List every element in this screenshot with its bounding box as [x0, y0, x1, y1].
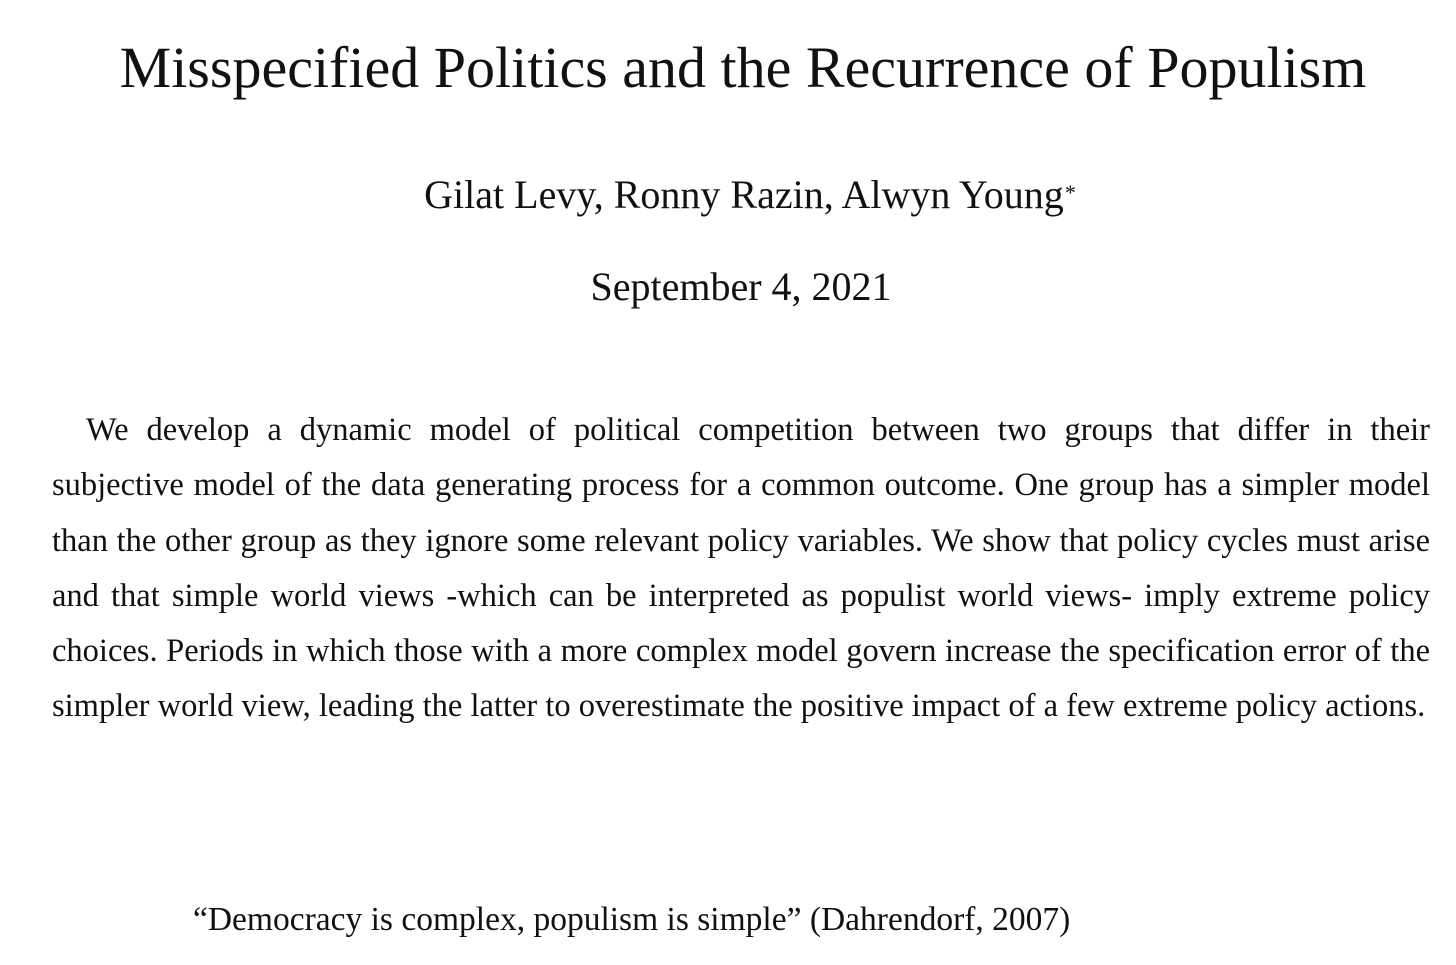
epigraph-quote: “Democracy is complex, populism is simple” (Dahrendorf, 2007) [193, 901, 1071, 938]
paper-title: Misspecified Politics and the Recurrence of Populism [119, 35, 1367, 100]
author-list [0, 168, 1456, 222]
abstract-paragraph: We develop a dynamic model of political competition between two groups that differ in their subjective model of the data generating process for a common outcome. One group has a simpler model than the other group as they ignore some relevant policy variables. We show that policy cycles must arise and that simple world views -which can be interpreted as populist world views- imply extreme policy choices. Periods in which those with a more complex model govern increase the specification error of the simpler world view, leading the latter to overestimate the positive impact of a few extreme policy actions. [52, 412, 1430, 725]
author-names: Gilat Levy, Ronny Razin, Alwyn Young [424, 172, 1064, 217]
publication-date: September 4, 2021 [590, 264, 892, 309]
author-footnote-mark: * [1064, 180, 1076, 205]
